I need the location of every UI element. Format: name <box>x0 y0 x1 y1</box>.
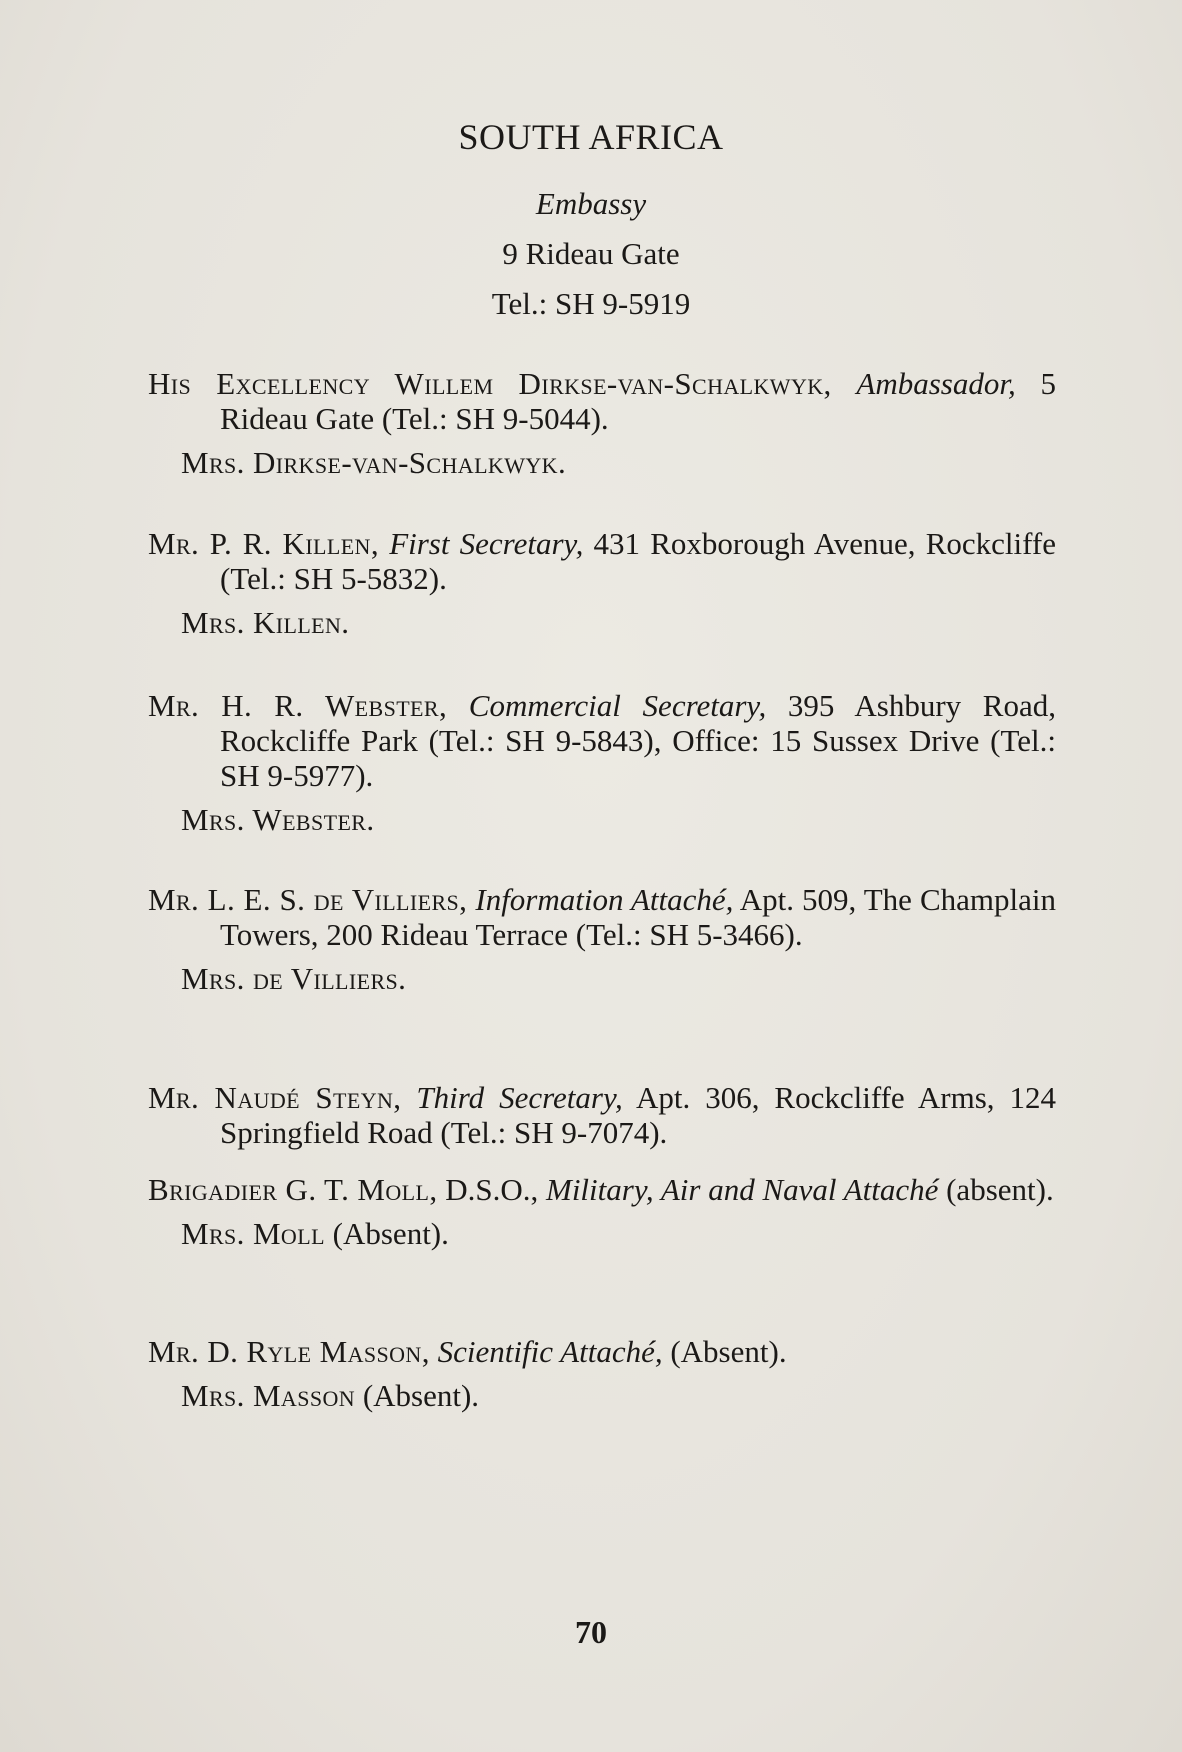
office-type: Embassy <box>535 186 647 221</box>
person-title: Information Attaché, <box>475 882 734 917</box>
staff-entry-first-secretary <box>148 526 1056 640</box>
person-details: Apt. 509, The Champlain Towers, 200 Rideau Terrace (Tel.: SH 5-3466). <box>220 882 1057 952</box>
person-name: Mr. H. R. Webster, <box>148 688 448 723</box>
country-heading: SOUTH AFRICA <box>458 117 724 157</box>
entry-main <box>148 1080 1056 1150</box>
person-name: Mr. L. E. S. de Villiers, <box>148 882 468 917</box>
person-details: (absent). <box>946 1172 1054 1207</box>
entry-main <box>148 366 1056 436</box>
person-name: Brigadier G. T. Moll, <box>148 1172 438 1207</box>
spouse-line <box>148 1378 1056 1413</box>
staff-entry-scientific-attache <box>148 1334 1056 1413</box>
person-title: Military, Air and Naval Attaché <box>546 1172 939 1207</box>
spouse-name: Mrs. de Villiers. <box>181 961 407 996</box>
person-details: 395 Ashbury Road, Rockcliffe Park (Tel.: SH 9-5843), Office: 15 Sussex Drive (Tel.: SH 9-5977). <box>220 688 1056 793</box>
page-number: 70 <box>575 1614 607 1650</box>
staff-entry-military-attache <box>148 1172 1056 1251</box>
person-name: Mr. Naudé Steyn, <box>148 1080 402 1115</box>
entry-main <box>148 1172 1056 1207</box>
entry-main <box>148 688 1056 793</box>
embassy-address: 9 Rideau Gate <box>502 236 680 271</box>
person-title: Commercial Secretary, <box>468 688 767 723</box>
person-title: First Secretary, <box>389 526 584 561</box>
entry-main <box>148 882 1056 952</box>
staff-entry-ambassador <box>148 366 1056 480</box>
embassy-telephone: Tel.: SH 9-5919 <box>491 286 691 321</box>
spouse-name: Mrs. Dirkse-van-Schalkwyk. <box>181 445 567 480</box>
entry-main <box>148 1334 1056 1369</box>
staff-entry-information-attache <box>148 882 1056 996</box>
entry-main <box>148 526 1056 596</box>
person-title: Scientific Attaché, <box>437 1334 663 1369</box>
spouse-name: Mrs. Moll <box>181 1216 325 1251</box>
person-details: 431 Roxborough Avenue, Rockcliffe (Tel.: SH 5-5832). <box>220 526 1056 596</box>
spouse-line <box>148 1216 1056 1251</box>
person-details: Apt. 306, Rockcliffe Arms, 124 Springfield Road (Tel.: SH 9-7074). <box>220 1080 1057 1150</box>
person-name: Mr. P. R. Killen, <box>148 526 379 561</box>
person-details: 5 Rideau Gate (Tel.: SH 9-5044). <box>220 366 1056 436</box>
person-name: Mr. D. Ryle Masson, <box>148 1334 430 1369</box>
person-name-suffix: D.S.O., <box>445 1172 539 1207</box>
person-details: (Absent). <box>670 1334 787 1369</box>
spouse-status: (Absent). <box>332 1216 449 1251</box>
spouse-status: (Absent). <box>362 1378 480 1413</box>
spouse-name: Mrs. Killen. <box>181 605 350 640</box>
spouse-name: Mrs. Webster. <box>181 802 375 837</box>
staff-entry-third-secretary <box>148 1080 1056 1150</box>
spouse-name: Mrs. Masson <box>181 1378 356 1413</box>
person-name: His Excellency Willem Dirkse-van-Schalkwyk, <box>148 366 832 401</box>
person-title: Ambassador, <box>856 366 1016 401</box>
person-title: Third Secretary, <box>416 1080 623 1115</box>
staff-entry-commercial-secretary <box>148 688 1056 837</box>
